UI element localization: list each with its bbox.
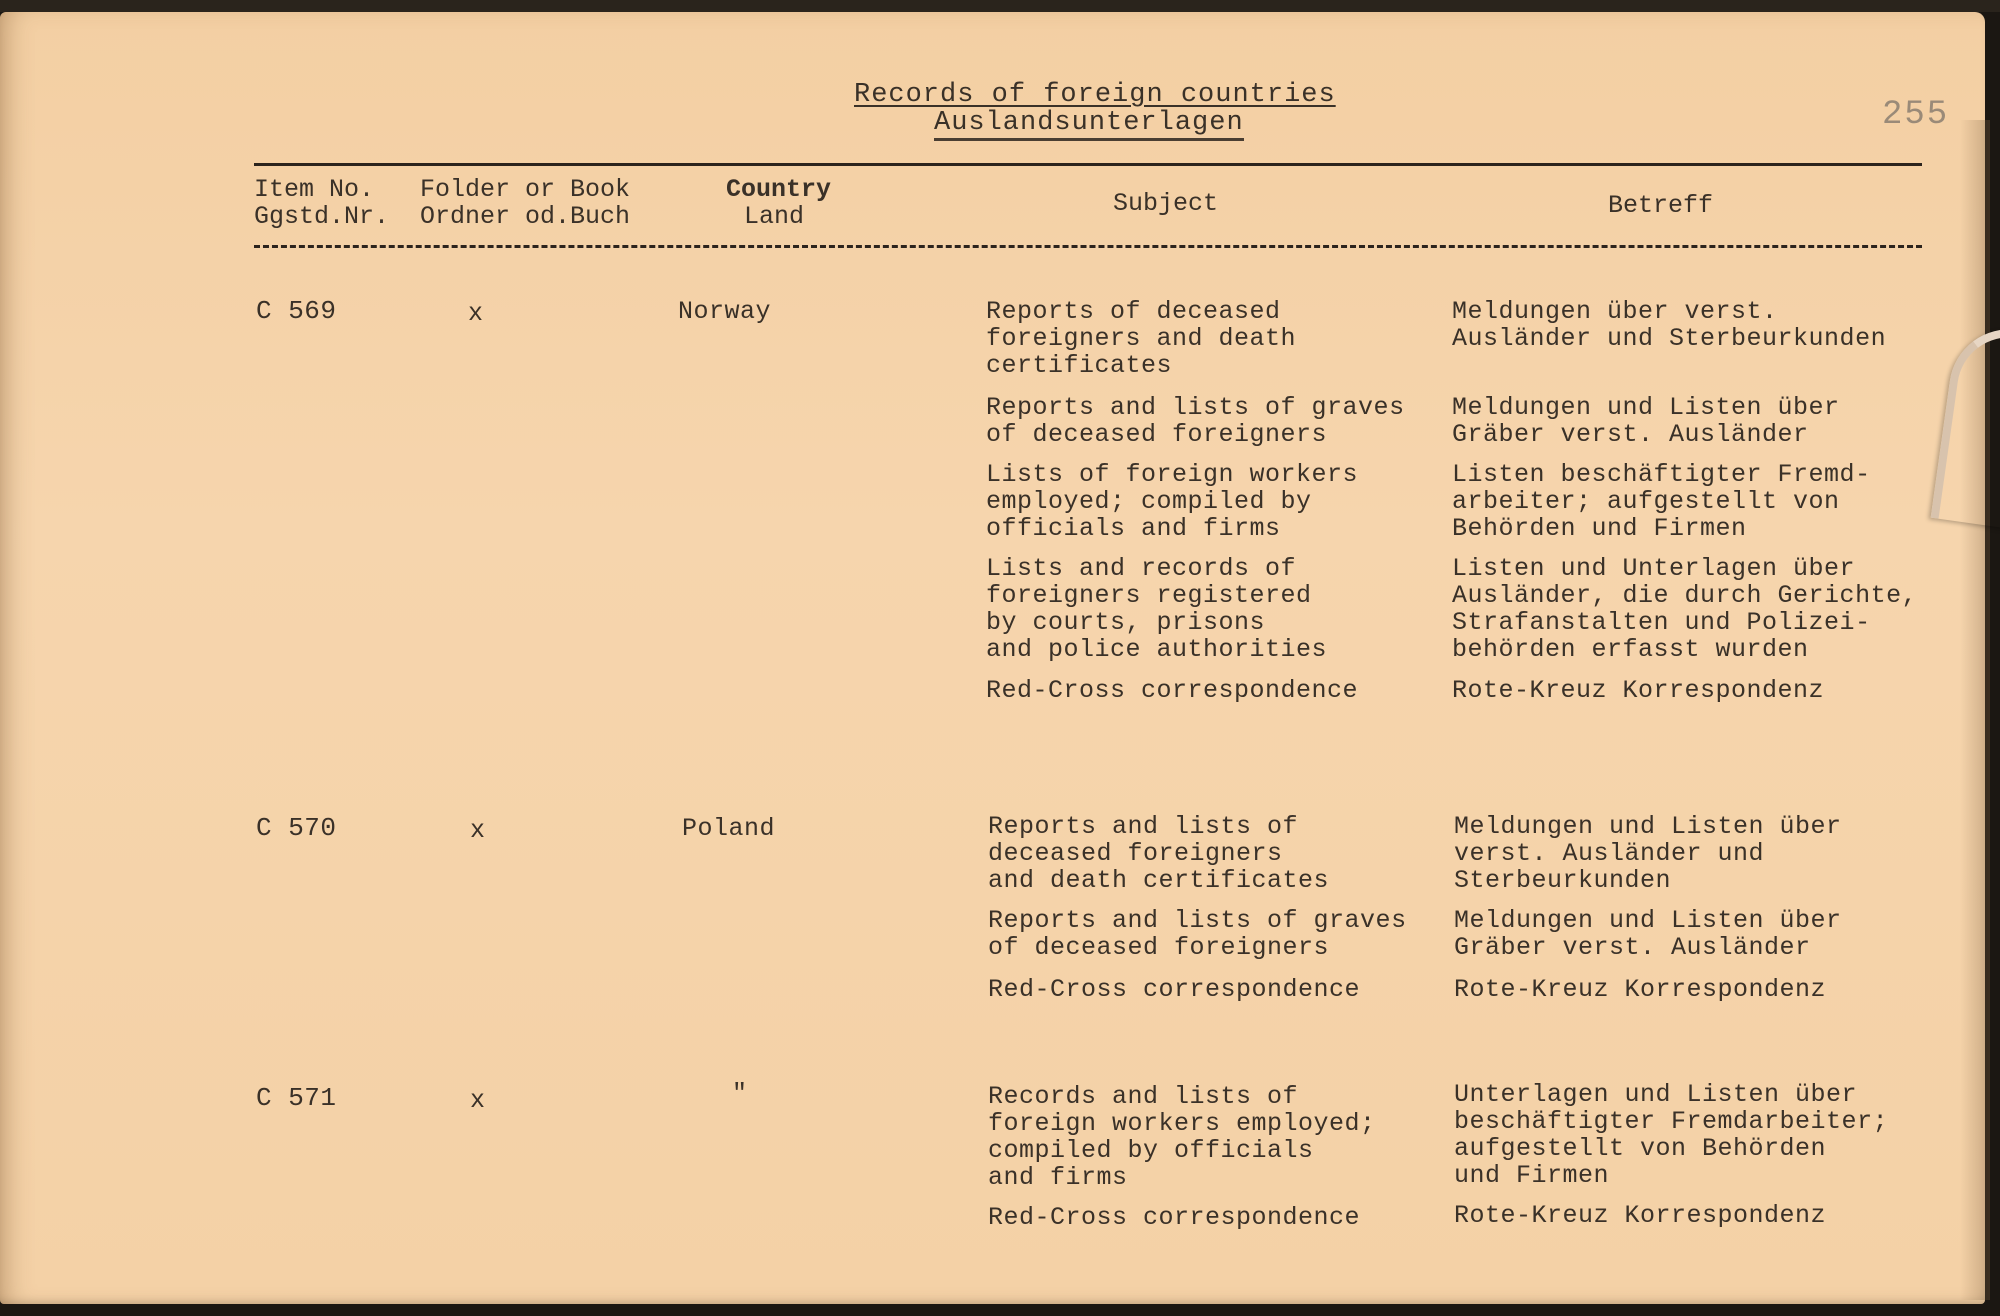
betreff-text: Meldungen über verst. Ausländer und Sterbeurkunden xyxy=(1452,297,1887,353)
item-number: C 571 xyxy=(256,1083,337,1113)
betreff-text: Meldungen und Listen über Gräber verst. Ausländer xyxy=(1452,393,1840,449)
betreff-text: Rote-Kreuz Korrespondenz xyxy=(1454,975,1827,1004)
scan-border xyxy=(0,0,2000,12)
header-top-rule xyxy=(254,163,1922,166)
column-header-item-en: Item No. xyxy=(254,175,375,204)
subject-text: Reports and lists of graves of deceased foreigners xyxy=(988,906,1407,962)
item-number: C 569 xyxy=(256,296,337,326)
subject-text: Red-Cross correspondence xyxy=(986,676,1359,705)
column-header-country-de: Land xyxy=(744,202,805,231)
page-edge-shadow xyxy=(1960,120,1990,1300)
column-header-item-de: Ggstd.Nr. xyxy=(254,202,390,231)
folder-mark: x xyxy=(468,299,484,328)
country-name: Norway xyxy=(678,297,772,326)
header-bottom-rule xyxy=(254,245,1922,248)
folder-mark: x xyxy=(470,816,486,845)
document-title: Records of foreign countries xyxy=(854,80,1336,110)
folder-mark: x xyxy=(470,1086,486,1115)
column-header-country-en: Country xyxy=(726,175,832,204)
column-header-folder-de: Ordner od.Buch xyxy=(420,202,631,231)
subject-text: Reports and lists of deceased foreigners and death certificates xyxy=(988,812,1330,895)
subject-text: Reports of deceased foreigners and death certificates xyxy=(986,297,1297,380)
country-name: Poland xyxy=(682,814,776,843)
subject-text: Lists of foreign workers employed; compiled by officials and firms xyxy=(986,460,1359,543)
column-header-folder-en: Folder or Book xyxy=(420,175,631,204)
betreff-text: Meldungen und Listen über verst. Ausländer und Sterbeurkunden xyxy=(1454,812,1842,895)
document-subtitle: Auslandsunterlagen xyxy=(934,108,1244,141)
betreff-text: Rote-Kreuz Korrespondenz xyxy=(1454,1201,1827,1230)
item-number: C 570 xyxy=(256,813,337,843)
subject-text: Lists and records of foreigners registered by courts, prisons and police authorities xyxy=(986,554,1328,664)
betreff-text: Unterlagen und Listen über beschäftigter Fremdarbeiter; aufgestellt von Behörden und Firmen xyxy=(1454,1080,1889,1190)
column-header-betreff: Betreff xyxy=(1608,191,1714,220)
subject-text: Records and lists of foreign workers employed; compiled by officials and firms xyxy=(988,1082,1376,1192)
subject-text: Red-Cross correspondence xyxy=(988,1203,1361,1232)
column-header-subject: Subject xyxy=(1113,189,1219,218)
subject-text: Red-Cross correspondence xyxy=(988,975,1361,1004)
country-ditto-mark: " xyxy=(732,1079,748,1108)
page-number: 255 xyxy=(1882,96,1950,134)
betreff-text: Listen und Unterlagen über Ausländer, die durch Gerichte, Strafanstalten und Polizei- behörden erfasst wurden xyxy=(1452,554,1918,664)
betreff-text: Meldungen und Listen über Gräber verst. Ausländer xyxy=(1454,906,1842,962)
subject-text: Reports and lists of graves of deceased foreigners xyxy=(986,393,1405,449)
betreff-text: Rote-Kreuz Korrespondenz xyxy=(1452,676,1825,705)
betreff-text: Listen beschäftigter Fremd- arbeiter; aufgestellt von Behörden und Firmen xyxy=(1452,460,1871,543)
